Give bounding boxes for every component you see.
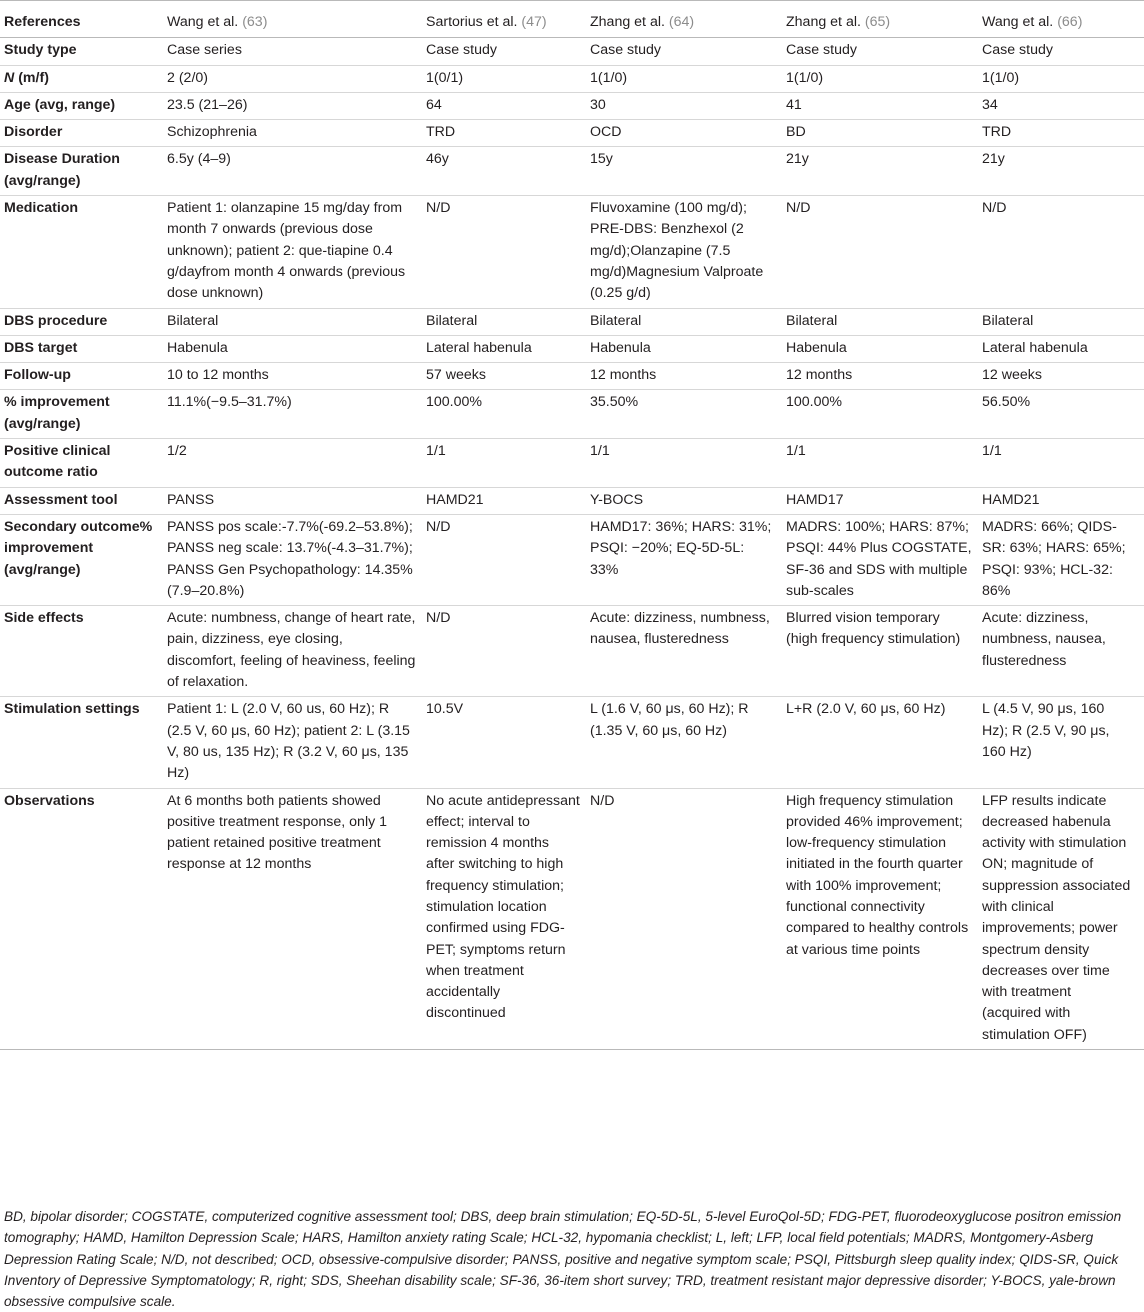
table-cell: 57 weeks [426, 367, 486, 384]
study-ref-link[interactable]: (47) [521, 14, 547, 30]
table-cell: 64 [426, 96, 442, 113]
study-author: Sartorius et al. [426, 14, 522, 30]
table-cell: OCD [590, 124, 622, 141]
table-row [0, 788, 1144, 1050]
table-cell: Habenula [590, 339, 651, 356]
table-header [0, 1, 1144, 38]
table-cell: N/D [786, 200, 811, 217]
table-cell: L (4.5 V, 90 μs, 160 Hz); R (2.5 V, 90 μs, 160 Hz) [982, 701, 1110, 760]
table-cell: Patient 1: olanzapine 15 mg/day from month 7 onwards (previous dose unknown); patient 2: que-tiapine 0.4 g/dayfrom month 4 onwards (previous dose unknown) [167, 200, 406, 302]
header-study [590, 1, 786, 38]
table-cell: MADRS: 100%; HARS: 87%; PSQI: 44% Plus COGSTATE, SF-36 and SDS with multiple sub-scales [786, 518, 972, 599]
table-cell: N/D [426, 518, 451, 535]
study-author: Zhang et al. [786, 14, 865, 30]
table-row [0, 92, 1144, 119]
table-cell: Bilateral [982, 312, 1034, 329]
row-label: Age (avg, range) [4, 96, 116, 113]
table-cell: 21y [982, 151, 1005, 168]
study-ref-link[interactable]: (65) [864, 14, 891, 30]
row-label: Secondary outcome% improvement (avg/range) [4, 518, 153, 578]
row-label: Disorder [4, 124, 63, 141]
table-cell: 35.50% [590, 394, 639, 411]
row-label-rest: (m/f) [14, 69, 49, 86]
table-cell: 1/1 [982, 443, 1002, 460]
table-cell: 34 [982, 96, 998, 113]
row-label: Side effects [4, 610, 84, 627]
table-cell: 12 months [590, 367, 657, 384]
table-cell: 21y [786, 151, 809, 168]
table-row [0, 697, 1144, 788]
header-study [786, 1, 982, 38]
study-author: Wang et al. [982, 14, 1058, 30]
table-cell: HAMD21 [982, 491, 1040, 508]
table-cell: Acute: numbness, change of heart rate, pain, dizziness, eye closing, discomfort, feeling of heaviness, feeling of relaxation. [167, 610, 416, 691]
table-cell: Fluvoxamine (100 mg/d); PRE-DBS: Benzhexol (2 mg/d);Olanzapine (7.5 mg/d)Magnesium Valproate (0.25 g/d) [590, 200, 764, 302]
table-cell: 1/1 [590, 443, 610, 460]
table-cell: 12 weeks [982, 367, 1042, 384]
table-cell: 100.00% [786, 394, 843, 411]
table-cell: 10 to 12 months [167, 367, 269, 384]
table-cell: 15y [590, 151, 613, 168]
table-cell: Schizophrenia [167, 124, 257, 141]
row-label: % improvement (avg/range) [4, 394, 110, 432]
table-cell: Lateral habenula [426, 339, 532, 356]
table-cell: 1/1 [786, 443, 806, 460]
table-cell: Bilateral [167, 312, 219, 329]
table-cell: High frequency stimulation provided 46% improvement; low-frequency stimulation initiated in the fourth quarter with 100% improvement; functional connectivity compared to healthy controls at various time points [786, 792, 969, 958]
table-cell: Lateral habenula [982, 339, 1088, 356]
table-cell: TRD [982, 124, 1012, 141]
table-cell: N/D [426, 200, 451, 217]
row-label: Study type [4, 42, 77, 59]
table-cell: HAMD17: 36%; HARS: 31%; PSQI: −20%; EQ-5D-5L: 33% [590, 518, 772, 578]
table-cell: N/D [982, 200, 1007, 217]
table-cell: PANSS pos scale:-7.7%(-69.2–53.8%); PANSS neg scale: 13.7%(-4.3–31.7%); PANSS Gen Psychopathology: 14.35% (7.9–20.8%) [167, 518, 413, 599]
table-cell: LFP results indicate decreased habenula activity with stimulation ON; magnitude of suppression associated with clinical improvements; power spectrum density decreases over time with treatment (acquired with stimulation OFF) [982, 792, 1131, 1043]
table-cell: PANSS [167, 491, 215, 508]
table-row [0, 606, 1144, 697]
table-cell: No acute antidepressant effect; interval to remission 4 months after switching to high frequency stimulation; stimulation location confirmed using FDG-PET; symptoms return when treatment accidentally discontinued [426, 792, 580, 1022]
row-label: Stimulation settings [4, 701, 140, 718]
study-ref-link[interactable]: (66) [1057, 14, 1083, 30]
table-row [0, 120, 1144, 147]
table-cell: Case study [786, 42, 857, 59]
table-cell: Patient 1: L (2.0 V, 60 us, 60 Hz); R (2.5 V, 60 μs, 60 Hz); patient 2: L (3.15 V, 80 us, 135 Hz); R (3.2 V, 60 μs, 135 Hz) [167, 701, 410, 782]
table-cell: Habenula [786, 339, 847, 356]
table-cell: At 6 months both patients showed positive treatment response, only 1 patient retained positive treatment response at 12 months [167, 792, 388, 873]
header-label: References [4, 14, 81, 30]
table-cell: Case study [590, 42, 661, 59]
row-label: Medication [4, 200, 79, 217]
study-author: Wang et al. [167, 14, 243, 30]
table-cell: Bilateral [426, 312, 478, 329]
row-label [0, 65, 167, 92]
table-cell: Case series [167, 42, 242, 59]
table-cell: MADRS: 66%; QIDS-SR: 63%; HARS: 65%; PSQI: 93%; HCL-32: 86% [982, 518, 1126, 599]
table-row [0, 65, 1144, 92]
table-cell: Y-BOCS [590, 491, 644, 508]
table-cell: 56.50% [982, 394, 1031, 411]
header-study [167, 1, 426, 38]
table-cell: 41 [786, 96, 802, 113]
table-cell: 1(0/1) [426, 69, 464, 86]
study-ref-link[interactable]: (63) [242, 14, 268, 30]
row-label-italic: N [4, 69, 15, 86]
table-cell: N/D [590, 792, 615, 809]
row-label: Positive clinical outcome ratio [4, 443, 111, 481]
table-cell: 1/1 [426, 443, 446, 460]
header-row [0, 1, 1144, 38]
row-label: DBS procedure [4, 312, 108, 329]
table-cell: Acute: dizziness, numbness, nausea, flusteredness [590, 610, 770, 648]
table-cell: Bilateral [786, 312, 838, 329]
table-cell: 30 [590, 96, 606, 113]
table-cell: L (1.6 V, 60 μs, 60 Hz); R (1.35 V, 60 μs, 60 Hz) [590, 701, 749, 739]
table-cell: L+R (2.0 V, 60 μs, 60 Hz) [786, 701, 946, 718]
table-cell: N/D [426, 610, 451, 627]
row-label: Follow-up [4, 367, 71, 384]
table-cell: 100.00% [426, 394, 483, 411]
table-cell: Habenula [167, 339, 228, 356]
table-cell: 46y [426, 151, 449, 168]
table-cell: Case study [982, 42, 1053, 59]
table-row [0, 38, 1144, 65]
study-author: Zhang et al. [590, 14, 669, 30]
table-cell: 6.5y (4–9) [167, 151, 231, 168]
table-cell: 2 (2/0) [167, 69, 209, 86]
row-label: Observations [4, 792, 95, 809]
table-cell: Blurred vision temporary (high frequency stimulation) [786, 610, 961, 648]
table-cell: 11.1%(−9.5–31.7%) [167, 394, 292, 411]
table-cell: HAMD21 [426, 491, 484, 508]
table-cell: 1(1/0) [590, 69, 628, 86]
table-cell: 1(1/0) [982, 69, 1020, 86]
table-row [0, 487, 1144, 514]
study-ref-link[interactable]: (64) [668, 14, 695, 30]
table-row [0, 308, 1144, 335]
table-cell: BD [786, 124, 806, 141]
table-cell: TRD [426, 124, 456, 141]
table-row [0, 196, 1144, 308]
table-cell: 1(1/0) [786, 69, 824, 86]
table-row [0, 363, 1144, 390]
table-row [0, 147, 1144, 196]
table-cell: HAMD17 [786, 491, 844, 508]
table-cell: 12 months [786, 367, 853, 384]
table-row [0, 514, 1144, 605]
header-study [426, 1, 590, 38]
table-cell: Bilateral [590, 312, 642, 329]
table-cell: 10.5V [426, 701, 464, 718]
table-body [0, 38, 1144, 1050]
row-label: Assessment tool [4, 491, 118, 508]
row-label: DBS target [4, 339, 78, 356]
header-study [982, 1, 1144, 38]
table-cell: 23.5 (21–26) [167, 96, 248, 113]
table-footnote: BD, bipolar disorder; COGSTATE, computerized cognitive assessment tool; DBS, deep brain stimulation; EQ-5D-5L, 5-level EuroQol-5D; FDG-PET, fluorodeoxyglucose positron emission tomography; HAMD, Hamilton Depression Scale; HARS, Hamilton anxiety rating Scale; HCL-32, hypomania checklist; L, left; LFP, local field potentials; MADRS, Montgomery-Asberg Depression Rating Scale; N/D, not described; OCD, obsessive-compulsive disorder; PANSS, positive and negative symptom scale; PSQI, Pittsburgh sleep quality index; QIDS-SR, Quick Inventory of Depressive Symptomatology; R, right; SDS, Sheehan disability scale; SF-36, 36-item short survey; TRD, treatment resistant major depressive disorder; Y-BOCS, yale-brown obsessive compulsive scale. [4, 1209, 1122, 1310]
row-label: Disease Duration (avg/range) [4, 151, 120, 189]
table-row [0, 439, 1144, 488]
table-cell: Acute: dizziness, numbness, nausea, flusteredness [982, 610, 1106, 669]
table-cell: Case study [426, 42, 497, 59]
table-cell: 1/2 [167, 443, 187, 460]
table-row [0, 335, 1144, 362]
table-row [0, 390, 1144, 439]
